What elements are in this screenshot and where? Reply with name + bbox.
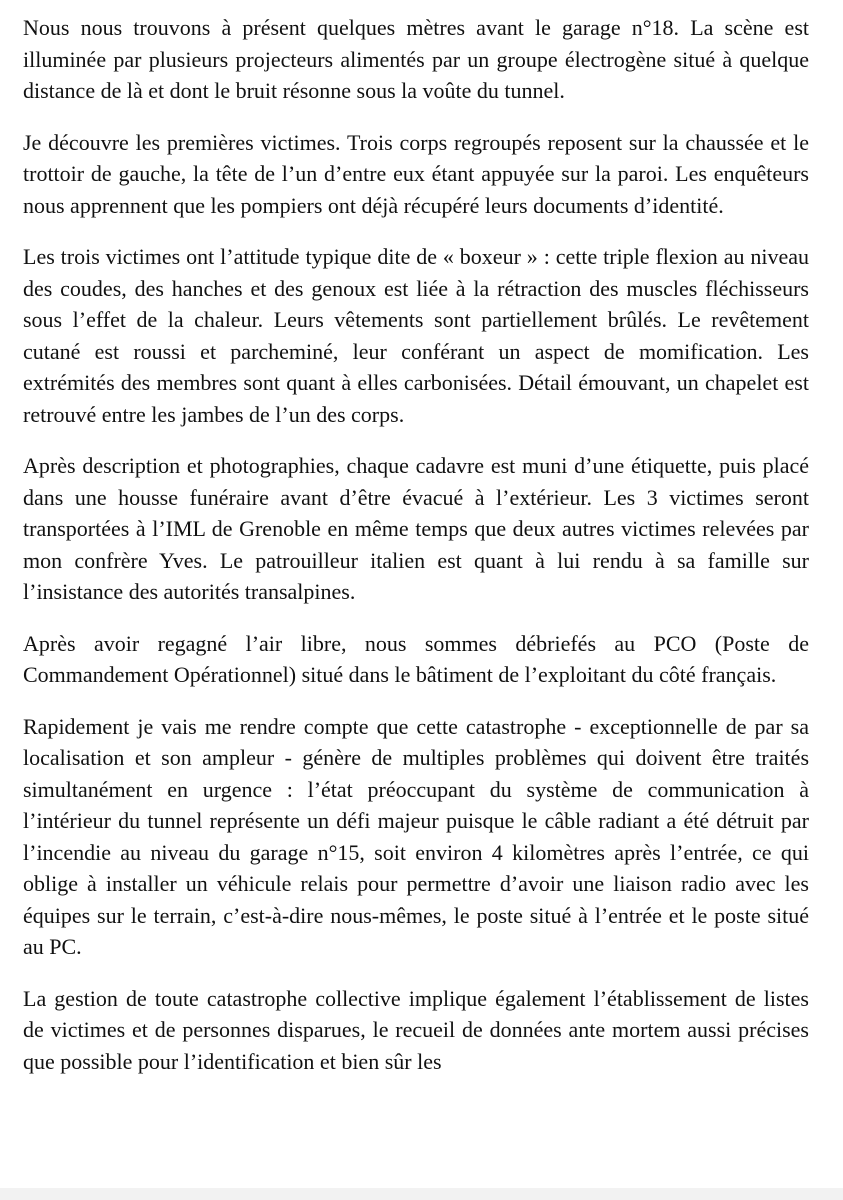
paragraph-collective-disaster-management: La gestion de toute catastrophe collective implique également l’établissement de listes de victimes et de personnes disparues, le recueil de données ante mortem aussi précises que possible pour l’identification et bien sûr les <box>23 985 809 1074</box>
page-bottom-edge <box>0 1188 843 1200</box>
paragraph-first-victims: Je découvre les premières victimes. Trois corps regroupés reposent sur la chaussée et le trottoir de gauche, la tête de l’un d’entre eux étant appuyée sur la paroi. Les enquêteurs nous apprennent que les pompiers ont déjà récupéré leurs documents d’identité. <box>23 129 809 218</box>
paragraph-boxer-attitude: Les trois victimes ont l’attitude typique dite de « boxeur » : cette triple flexion au niveau des coudes, des hanches et des genoux est liée à la rétraction des muscles fléchisseurs sous l’effet de la chaleur. Leurs vêtements sont partiellement brûlés. Le revêtement cutané est roussi et parcheminé, leur conférant un aspect de momification. Les extrémités des membres sont quant à elles carbonisées. Détail émouvant, un chapelet est retrouvé entre les jambes de l’un des corps. <box>23 244 809 427</box>
paragraph-garage-18: Nous nous trouvons à présent quelques mètres avant le garage n°18. La scène est illuminée par plusieurs projecteurs alimentés par un groupe électrogène situé à quelque distance de là et dont le bruit résonne sous la voûte du tunnel. <box>23 15 809 103</box>
paragraph-description-evacuation: Après description et photographies, chaque cadavre est muni d’une étiquette, puis placé dans une housse funéraire avant d’être évacué à l’extérieur. Les 3 victimes seront transportées à l’IML de Grenoble en même temps que deux autres victimes relevées par mon confrère Yves. Le patrouilleur italien est quant à lui rendu à sa famille sur l’insistance des autorités transalpines. <box>23 453 809 604</box>
paragraph-debriefing-pco: Après avoir regagné l’air libre, nous sommes débriefés au PCO (Poste de Commandement Opérationnel) situé dans le bâtiment de l’exploitant du côté français. <box>23 630 809 687</box>
paragraph-communication-problems: Rapidement je vais me rendre compte que cette catastrophe - exceptionnelle de par sa localisation et son ampleur - génère de multiples problèmes qui doivent être traités simultanément en urgence : l’état préoccupant du système de communication à l’intérieur du tunnel représente un défi majeur puisque le câble radiant a été détruit par l’incendie au niveau du garage n°15, soit environ 4 kilomètres après l’entrée, ce qui oblige à installer un véhicule relais pour permettre d’avoir une liaison radio avec les équipes sur le terrain, c’est-à-dire nous-mêmes, le poste situé à l’entrée et le poste situé au PC. <box>23 713 809 959</box>
document-page <box>23 12 809 1077</box>
